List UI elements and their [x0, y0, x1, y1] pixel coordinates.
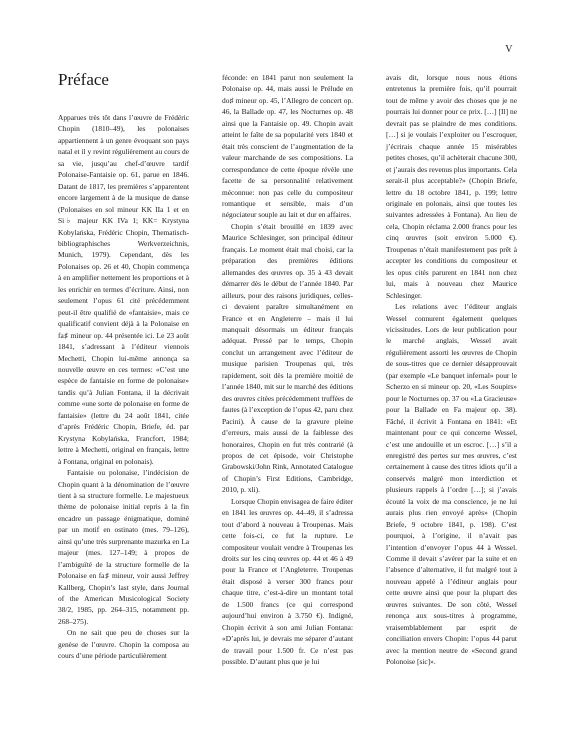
- paragraph: Lorsque Chopin envisagea de faire éditer en 1841 les œuvres op. 44–49, il s’adressa tout d’abord à nouveau à Troupenas. Mais cette fois-ci, ce fut la rupture. Le compositeur voulait vendre à Troupenas les droits sur les cinq œuvres op. 44 et 46 à 49 pour la France et l’Angleterre. Troupenas était disposé à verser 300 francs pour chaque titre, c’est-à-dire un montant total de 1.500 francs (ce qui correspond aujourd’hui environ à 3.750 €). Indigné, Chopin écrivit à son ami Julian Fontana: «D’après lui, je devrais me séparer d’autant de travail pour 1.500 fr. Ce n’est pas possible. D’autant plus que je lui: [222, 496, 353, 667]
- paragraph: féconde: en 1841 parut non seulement la Polonaise op. 44, mais aussi le Prélude en do♯ mineur op. 45, l’Allegro de concert op. 46, la Ballade op. 47, les Nocturnes op. 48 ainsi que la Fantaisie op. 49. Chopin avait atteint le faîte de sa popularité vers 1840 et était très conscient de l’augmentation de la valeur marchande de ses compositions. La correspondance de cette époque révèle une facette de sa personnalité relativement méconnue: non pas celle du compositeur romantique et sensible, mais d’un négociateur souple au lait et dur en affaires.: [222, 73, 353, 220]
- paragraph: Les relations avec l’éditeur anglais Wessel connurent également quelques vicissitudes. Lors de leur publication pour le marché anglais, Wessel avait régulièrement assorti les œuvres de Chopin de sous-titres que ce dernier désapprouvait (par exemple «Le banquet infernal» pour le Scherzo en si mineur op. 20, «Les Soupirs» pour le Nocturnes op. 37 ou «La Gracieuse» pour la Ballade en Fa majeur op. 38). Fâché, il écrivit à Fontana en 1841: «Et maintenant pour ce qui concerne Wessel, c’est une andouille et un escroc. […] s’il a enregistré des pertes sur mes œuvres, c’est certainement à cause des titres idiots qu’il a conservés malgré mon interdiction et plusieurs rappels à l’ordre […]; si j’avais écouté la voix de ma conscience, je ne lui aurais plus rien envoyé après» (Chopin Briefe, 9 octobre 1841, p. 198). C’est pourquoi, à l’origine, il n’avait pas l’intention d’envoyer l’opus 44 à Wessel. Comme il devait s’avérer par la suite et en l’absence d’alternative, il fut malgré tout à nouveau appelé à l’éditeur anglais pour cette œuvre ainsi que pour la plupart des œuvres suivantes. De son côté, Wessel renonça aux sous-titres à programme, vraisemblablement par esprit de conciliation envers Chopin: l’opus 44 parut avec la mention neutre de «Second grand Polonoise [sic]».: [386, 302, 517, 667]
- text-column-1: [58, 112, 189, 662]
- paragraph: Chopin s’était brouillé en 1839 avec Maurice Schlesinger, son principal éditeur français. Le moment était mal choisi, car la préparation des premières éditions allemandes des œuvres op. 35 à 43 devait démarrer dès le début de l’année 1840. Par ailleurs, pour des raisons juridiques, celles-ci devaient paraître simultanément en France et en Angleterre – mais il lui manquait désormais un éditeur français adéquat. Pressé par le temps, Chopin conclut un arrangement avec l’éditeur de musique parisien Troupenas qui, très rapidement, soit dès la première moitié de l’année 1840, mit sur le marché des éditions des œuvres citées précédemment truffées de fautes (à l’exception de l’opus 42, paru chez Pacini). À cause de la gravure pleine d’erreurs, mais aussi de la faiblesse des honoraires, Chopin en fut très contrarié (à propos de cet épisode, voir Christophe Grabowski/John Rink, Annotated Catalogue of Chopin’s First Editions, Cambridge, 2010, p. xli).: [222, 221, 353, 495]
- text-column-2: [222, 72, 353, 668]
- paragraph: avais dit, lorsque nous nous étions entretenus la première fois, qu’il pourrait tout de même y avoir des choses que je ne pourrais lui donner pour ce prix. […] [Il] ne devrait pas se plaindre de mes conditions. […] si je voulais l’exploiter ou l’escroquer, j’écrirais chaque année 15 misérables petites choses, qu’il achèterait chacune 300, et j’aurais des revenus plus importants. Cela serait-il plus acceptable?» (Chopin Briefe, lettre du 18 octobre 1841, p. 199; lettre originale en polonais, ainsi que toutes les suivantes adressées à Fontana). Au lieu de cela, Chopin réclama 2.000 francs pour les cinq œuvres (soit environ 5.000 €). Troupenas n’était manifestement pas prêt à accepter les conditions du compositeur et les opus cités parurent en 1841 non chez lui, mais à nouveau chez Maurice Schlesinger.: [386, 73, 517, 300]
- paragraph: Fantaisie ou polonaise, l’indécision de Chopin quant à la dénomination de l’œuvre tient à sa structure formelle. Le majestueux thème de polonaise initial repris à la fin encadre un passage énigmatique, dominé par un motif en ostinato (mes. 79–126), ainsi qu’une très surprenante mazurka en La majeur (mes. 127–149; à propos de l’ambiguïté de la structure formelle de la Polonaise en fa♯ mineur, voir aussi Jeffrey Kallberg, Chopin’s last style, dans Journal of the American Musicological Society 38/2, 1985, pp. 264–315, notamment pp. 268–275).: [58, 468, 189, 626]
- text-column-3: [386, 72, 517, 668]
- page-title: Préface: [58, 70, 109, 89]
- paragraph: Apparues très tôt dans l’œuvre de Frédéric Chopin (1810–49), les polonaises appartiennent à un genre évoquant son pays natal et il y revint régulièrement au cours de sa vie, jusqu’au chef-d’œuvre tardif Polonaise-Fantaisie op. 61, parue en 1846. Datant de 1817, les premières s’apparentent encore largement à de la musique de danse (Polonaises en sol mineur KK IIa 1 et en Si♭ majeur KK IVa 1; KK= Krystyna Kobylańska, Frédéric Chopin, Thematisch-bibliographisches Werkverzeichnis, Munich, 1979). Cependant, dès les Polonaises op. 26 et 40, Chopin commença à en amplifier nettement les proportions et à les enrichir en termes d’écriture. Ainsi, non seulement l’opus 61 cité précédemment peut-il être qualifié de «fantaisie», mais ce qualificatif convient déjà à la Polonaise en fa♯ mineur op. 44 présentée ici. Le 23 août 1841, s’adressant à l’éditeur viennois Mechetti, Chopin lui-même annonça sa nouvelle œuvre en ces termes: «C’est une espèce de fantaisie en forme de polonaise» tandis qu’à Julian Fontana, il la décrivait comme «une sorte de polonaise en forme de fantaisie» (lettre du 24 août 1841, citée d’après Frédéric Chopin, Briefe, éd. par Krystyna Kobylańska, Francfort, 1984; lettre à Mechetti, original en français, lettre à Fontana, original en polonais).: [58, 113, 189, 466]
- paragraph: On ne sait que peu de choses sur la genèse de l’œuvre. Chopin la composa au cours d’une période particulièrement: [58, 628, 189, 661]
- page-number: V: [505, 44, 513, 55]
